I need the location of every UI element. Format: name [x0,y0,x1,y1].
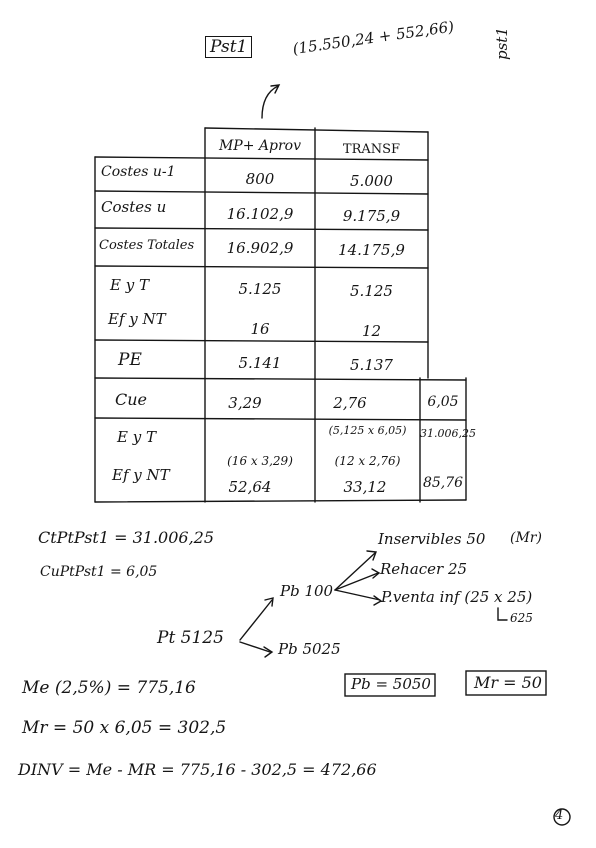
arrow-note: (15.550,24 + 552,66) [291,17,456,58]
cell-transf: 5.137 [350,356,393,374]
mr-calc: Mr = 50 x 6,05 = 302,5 [22,718,227,738]
pb100-note: Pb 100 [280,582,334,600]
mr-box: Mr = 50 [474,673,542,692]
cell-total: 6,05 [427,394,459,410]
cell-total: 31.006,25 [420,427,476,440]
row-label: E y T [110,276,149,294]
pb-box: Pb = 5050 [351,675,431,693]
cell-transf: 5.125 [350,282,393,300]
mr-tag: (Mr) [510,530,542,546]
cupt-note: CuPtPst1 = 6,05 [40,564,158,580]
cell-transf: 9.175,9 [342,207,401,225]
p625-note: 625 [510,611,533,625]
cell-mp: 5.141 [238,354,282,372]
cell-transf: 2,76 [333,394,367,412]
row-label: Costes Totales [99,238,195,253]
me-note: Me (2,5%) = 775,16 [22,678,196,698]
rehacer-note: Rehacer 25 [380,560,468,578]
inservibles-note: Inservibles 50 [378,530,486,548]
row-label: PE [118,350,142,370]
pventa-note: P.venta inf (25 x 25) [381,588,533,606]
cell-mp: 16 [250,320,270,338]
page-number: 4 [555,808,564,823]
cell-mp: 52,64 [228,478,272,496]
cell-transf: 12 [361,322,382,340]
col-header-transf: TRANSF [342,142,401,157]
col-header-mp: MP+ Aprov [218,138,302,154]
cell-transf: (12 x 2,76) [334,454,401,468]
cell-mp: 800 [245,170,275,188]
cell-mp: (16 x 3,29) [227,454,293,468]
pb5025-note: Pb 5025 [278,640,341,658]
cell-mp: 5.125 [238,280,282,298]
cell-transf: (5,125 x 6,05) [328,424,407,437]
row-label: Ef y NT [108,310,166,328]
row-label: Ef y NT [112,466,170,484]
ctpt-note: CtPtPst1 = 31.006,25 [38,528,215,547]
dinv-note: DINV = Me - MR = 775,16 - 302,5 = 472,66 [18,760,377,779]
row-label: Costes u-1 [101,164,176,180]
cell-mp: 16.102,9 [226,205,294,223]
row-label: E y T [117,428,156,446]
pt-note: Pt 5125 [157,628,224,648]
margin-note: pst1 [493,27,511,60]
cell-transf: 14.175,9 [338,241,405,259]
cell-transf: 5.000 [350,172,393,190]
row-label: Cue [115,390,148,409]
cell-transf: 33,12 [343,478,387,496]
box-title: Pst1 [205,36,252,58]
cell-mp: 3,29 [228,394,262,412]
cell-mp: 16.902,9 [226,239,294,257]
cell-total: 85,76 [422,475,464,491]
row-label: Costes u [101,198,167,216]
